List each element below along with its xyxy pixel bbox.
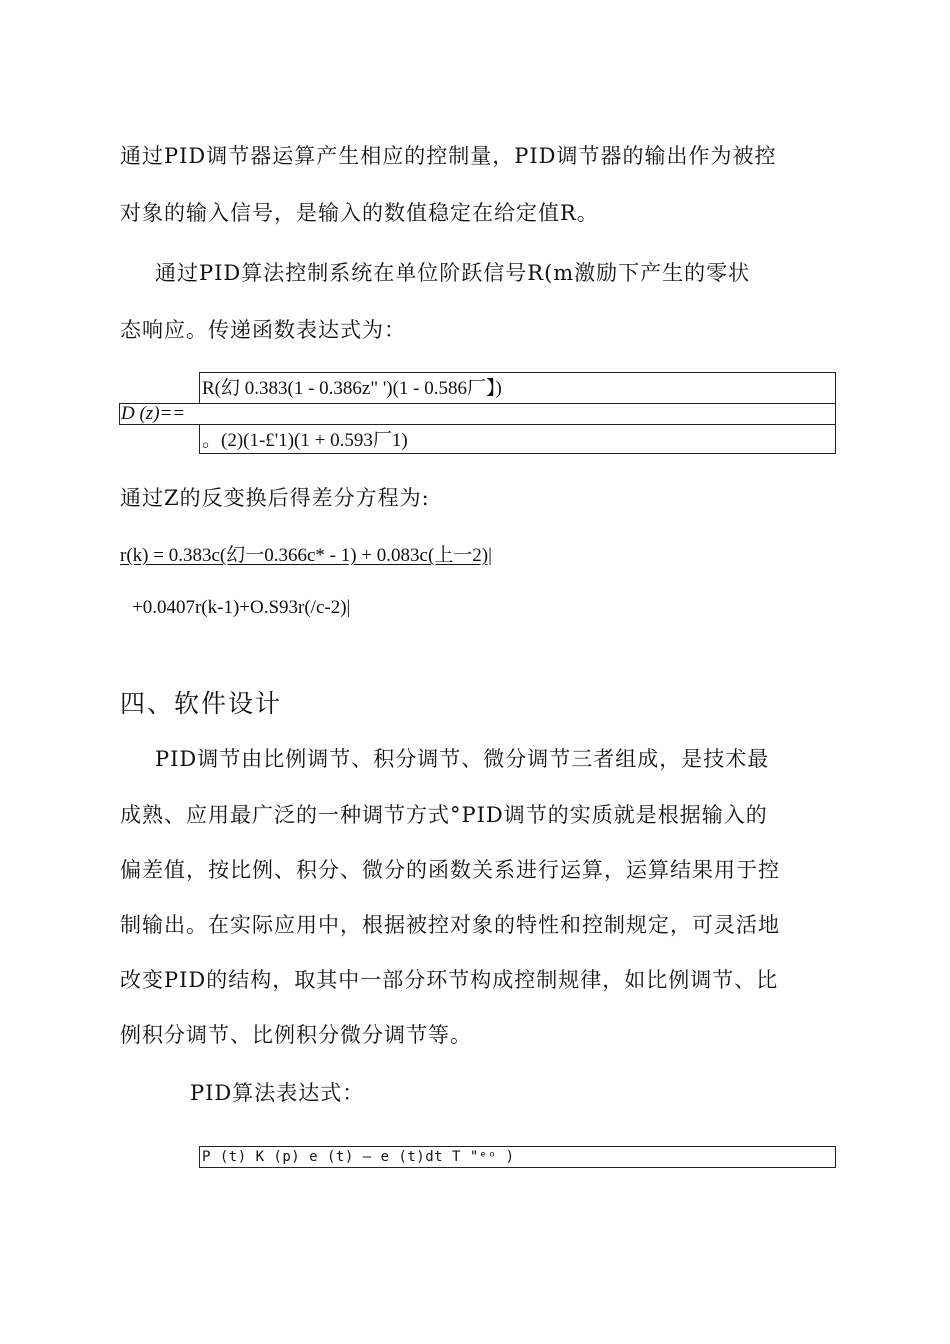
paragraph4-line4: 制输出。在实际应用中，根据被控对象的特性和控制规定，可灵活地 <box>120 913 780 937</box>
paragraph4-line3: 偏差值，按比例、积分、微分的函数关系进行运算，运算结果用于控 <box>120 858 780 882</box>
formula-numerator <box>199 372 836 404</box>
paragraph4-line1: PID调节由比例调节、积分调节、微分调节三者组成，是技术最 <box>155 747 770 771</box>
paragraph4-line6: 例积分调节、比例积分微分调节等。 <box>120 1023 472 1047</box>
pid-formula <box>199 1146 836 1168</box>
difference-equation-line2: +0.0407r(k-1)+O.S93r(/c-2)| <box>132 597 351 618</box>
formula-lhs-text: D (z)== <box>121 403 186 424</box>
paragraph5-line1: PID算法表达式： <box>190 1081 365 1105</box>
formula-lhs <box>119 403 836 425</box>
formula-numerator-text: R(幻 0.383(1 - 0.386z" ')(1 - 0.586厂】) <box>202 378 502 399</box>
paragraph3-line1: 通过Z的反变换后得差分方程为: <box>120 486 430 510</box>
paragraph4-line5: 改变PID的结构，取其中一部分环节构成控制规律，如比例调节、比 <box>120 968 779 992</box>
paragraph1-line2: 对象的输入信号，是输入的数值稳定在给定值R。 <box>120 201 599 225</box>
paragraph1-line1: 通过PID调节器运算产生相应的控制量，PID调节器的输出作为被控 <box>120 144 777 168</box>
pid-formula-text: P (t) K (p) e (t) — e (t)dt T "ᵉᵒ ) <box>202 1149 515 1165</box>
formula-denominator <box>199 424 836 454</box>
paragraph4-line2: 成熟、应用最广泛的一种调节方式°PID调节的实质就是根据输入的 <box>120 803 768 827</box>
difference-equation-line1: r(k) = 0.383c(幻一0.366c* - 1) + 0.083c(上一2)| <box>120 545 492 566</box>
section-heading: 四、软件设计 <box>120 689 283 718</box>
paragraph2-line2: 态响应。传递函数表达式为： <box>120 318 406 342</box>
paragraph2-line1: 通过PID算法控制系统在单位阶跃信号R(m激励下产生的零状 <box>155 261 751 285</box>
formula-denominator-text: 。(2)(1-£'1)(1 + 0.593厂1) <box>202 430 408 451</box>
